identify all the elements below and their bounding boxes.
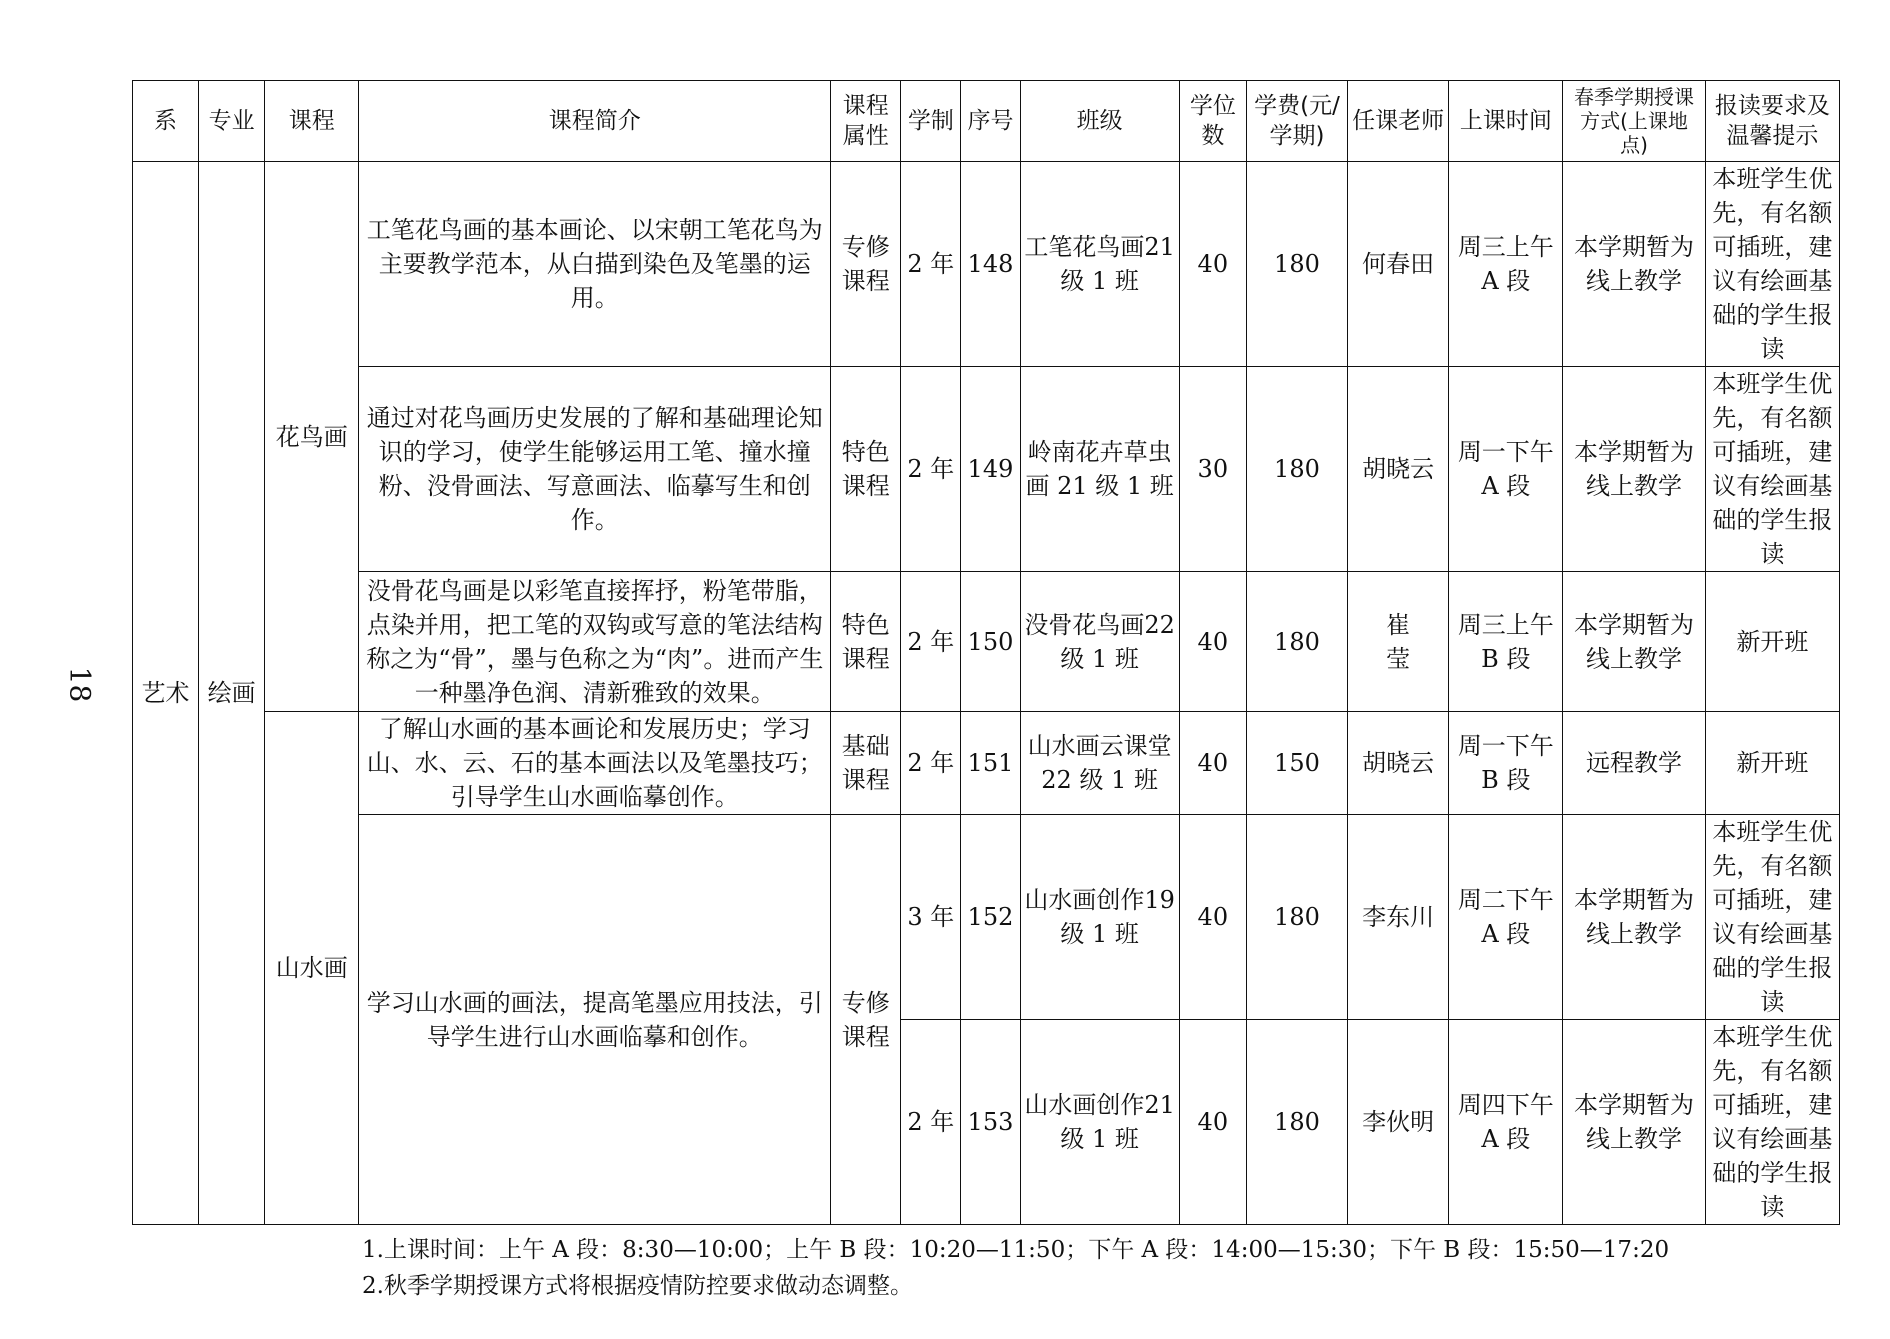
- attr-cell: 特色课程: [831, 572, 901, 712]
- teacher-cell: 胡晓云: [1348, 712, 1449, 815]
- no-cell: 151: [961, 712, 1020, 815]
- time-cell: 周一下午A 段: [1449, 367, 1563, 572]
- header-notice: 报读要求及温馨提示: [1705, 81, 1839, 162]
- header-years: 学制: [901, 81, 961, 162]
- years-cell: 2 年: [901, 367, 961, 572]
- class-cell: 山水画创作19 级 1 班: [1020, 815, 1179, 1020]
- header-intro: 课程简介: [359, 81, 831, 162]
- dept-cell: 艺术: [133, 162, 199, 1225]
- table-row: [133, 162, 1840, 367]
- notice-cell: 本班学生优先，有名额可插班，建议有绘画基础的学生报读: [1705, 367, 1839, 572]
- intro-cell: 工笔花鸟画的基本画论、以宋朝工笔花鸟为主要教学范本，从白描到染色及笔墨的运用。: [359, 162, 831, 367]
- mode-cell: 远程教学: [1563, 712, 1705, 815]
- mode-cell: 本学期暂为线上教学: [1563, 367, 1705, 572]
- table-row: [133, 572, 1840, 712]
- notice-cell: 本班学生优先，有名额可插班，建议有绘画基础的学生报读: [1705, 815, 1839, 1020]
- years-cell: 2 年: [901, 1020, 961, 1225]
- class-cell: 没骨花鸟画22 级 1 班: [1020, 572, 1179, 712]
- fee-cell: 180: [1246, 162, 1347, 367]
- course-table: [132, 80, 1840, 1225]
- seats-cell: 40: [1179, 572, 1246, 712]
- class-cell: 山水画创作21 级 1 班: [1020, 1020, 1179, 1225]
- course-cell-huaniao: 花鸟画: [265, 162, 359, 712]
- footnotes: [362, 1232, 1669, 1304]
- course-cell-shanshui: 山水画: [265, 712, 359, 1225]
- header-dept: 系: [133, 81, 199, 162]
- header-no: 序号: [961, 81, 1020, 162]
- notice-cell: 本班学生优先，有名额可插班，建议有绘画基础的学生报读: [1705, 1020, 1839, 1225]
- intro-cell: 通过对花鸟画历史发展的了解和基础理论知识的学习，使学生能够运用工笔、撞水撞粉、没骨画法、写意画法、临摹写生和创作。: [359, 367, 831, 572]
- teacher-cell: 李伙明: [1348, 1020, 1449, 1225]
- fee-cell: 180: [1246, 572, 1347, 712]
- teacher-cell: 李东川: [1348, 815, 1449, 1020]
- fee-cell: 180: [1246, 1020, 1347, 1225]
- header-attr: 课程属性: [831, 81, 901, 162]
- class-cell: 工笔花鸟画21 级 1 班: [1020, 162, 1179, 367]
- years-cell: 2 年: [901, 162, 961, 367]
- years-cell: 2 年: [901, 712, 961, 815]
- notice-cell: 新开班: [1705, 572, 1839, 712]
- intro-cell: 学习山水画的画法，提高笔墨应用技法，引导学生进行山水画临摹和创作。: [359, 815, 831, 1225]
- notice-cell: 本班学生优先，有名额可插班，建议有绘画基础的学生报读: [1705, 162, 1839, 367]
- attr-cell: 专修课程: [831, 162, 901, 367]
- seats-cell: 40: [1179, 815, 1246, 1020]
- header-course: 课程: [265, 81, 359, 162]
- mode-cell: 本学期暂为线上教学: [1563, 162, 1705, 367]
- header-class: 班级: [1020, 81, 1179, 162]
- page-number: 18: [63, 666, 97, 703]
- no-cell: 150: [961, 572, 1020, 712]
- mode-cell: 本学期暂为线上教学: [1563, 1020, 1705, 1225]
- header-fee: 学费(元/学期): [1246, 81, 1347, 162]
- header-time: 上课时间: [1449, 81, 1563, 162]
- header-row: [133, 81, 1840, 162]
- years-cell: 2 年: [901, 572, 961, 712]
- seats-cell: 30: [1179, 367, 1246, 572]
- years-cell: 3 年: [901, 815, 961, 1020]
- header-seats: 学位数: [1179, 81, 1246, 162]
- table-row: [133, 367, 1840, 572]
- footnote: 2.秋季学期授课方式将根据疫情防控要求做动态调整。: [362, 1273, 913, 1299]
- fee-cell: 150: [1246, 712, 1347, 815]
- seats-cell: 40: [1179, 1020, 1246, 1225]
- class-cell: 山水画云课堂22 级 1 班: [1020, 712, 1179, 815]
- seats-cell: 40: [1179, 162, 1246, 367]
- mode-cell: 本学期暂为线上教学: [1563, 572, 1705, 712]
- time-cell: 周三上午A 段: [1449, 162, 1563, 367]
- attr-cell: 专修课程: [831, 815, 901, 1225]
- footnote: 1.上课时间：上午 A 段：8:30—10:00；上午 B 段：10:20—11:50；下午 A 段：14:00—15:30；下午 B 段：15:50—17:20: [362, 1237, 1670, 1263]
- intro-cell: 了解山水画的基本画论和发展历史；学习山、水、云、石的基本画法以及笔墨技巧；引导学生山水画临摹创作。: [359, 712, 831, 815]
- fee-cell: 180: [1246, 367, 1347, 572]
- seats-cell: 40: [1179, 712, 1246, 815]
- time-cell: 周一下午B 段: [1449, 712, 1563, 815]
- table-row: [133, 815, 1840, 1020]
- no-cell: 148: [961, 162, 1020, 367]
- attr-cell: 特色课程: [831, 367, 901, 572]
- mode-cell: 本学期暂为线上教学: [1563, 815, 1705, 1020]
- teacher-cell: 胡晓云: [1348, 367, 1449, 572]
- no-cell: 149: [961, 367, 1020, 572]
- teacher-cell: 何春田: [1348, 162, 1449, 367]
- teacher-cell: 崔 莹: [1348, 572, 1449, 712]
- time-cell: 周二下午A 段: [1449, 815, 1563, 1020]
- class-cell: 岭南花卉草虫画 21 级 1 班: [1020, 367, 1179, 572]
- time-cell: 周四下午A 段: [1449, 1020, 1563, 1225]
- time-cell: 周三上午B 段: [1449, 572, 1563, 712]
- major-cell: 绘画: [199, 162, 265, 1225]
- no-cell: 152: [961, 815, 1020, 1020]
- header-major: 专业: [199, 81, 265, 162]
- header-teacher: 任课老师: [1348, 81, 1449, 162]
- attr-cell: 基础课程: [831, 712, 901, 815]
- table-row: [133, 712, 1840, 815]
- fee-cell: 180: [1246, 815, 1347, 1020]
- notice-cell: 新开班: [1705, 712, 1839, 815]
- header-mode: 春季学期授课方式(上课地点): [1563, 81, 1705, 162]
- no-cell: 153: [961, 1020, 1020, 1225]
- intro-cell: 没骨花鸟画是以彩笔直接挥抒，粉笔带脂，点染并用，把工笔的双钩或写意的笔法结构称之为“骨”，墨与色称之为“肉”。进而产生一种墨净色润、清新雅致的效果。: [359, 572, 831, 712]
